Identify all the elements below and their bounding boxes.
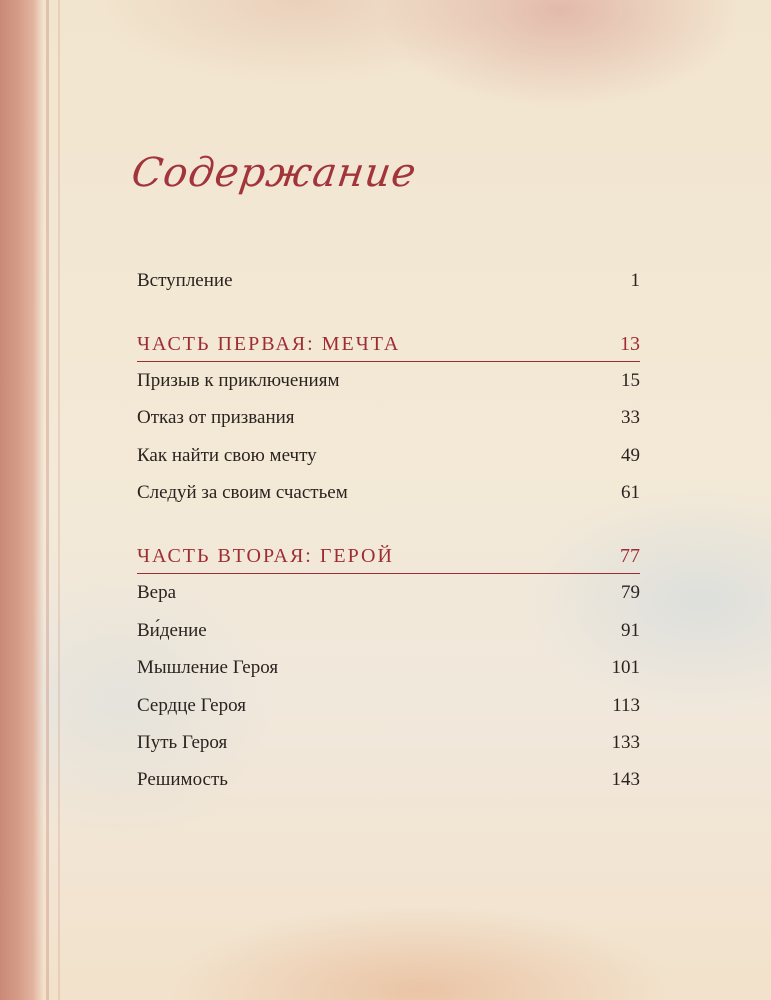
toc-entry-page: 79 [621, 582, 640, 603]
toc-entry [137, 769, 640, 799]
toc-entry-label: Отказ от призвания [137, 407, 295, 428]
toc-entry-label: Ви́дение [137, 620, 207, 641]
spine-line [58, 0, 60, 1000]
page-title: Содержание [128, 150, 420, 196]
toc-entry-label: Вера [137, 582, 177, 603]
part-heading-page: 77 [620, 545, 640, 567]
toc-entry-label: Решимость [137, 769, 228, 790]
toc-entry-page: 101 [611, 657, 640, 678]
toc-entry [137, 370, 640, 400]
toc-entry-page: 143 [611, 769, 640, 790]
toc-entry-label: Мышление Героя [137, 657, 279, 678]
toc-entry-page: 49 [621, 445, 640, 466]
part-heading-label: ЧАСТЬ ПЕРВАЯ: МЕЧТА [137, 333, 401, 355]
part-heading-page: 13 [620, 333, 640, 355]
toc-entry-label: Следуй за своим счастьем [137, 482, 348, 503]
toc-entry [137, 407, 640, 437]
toc-entry-page: 113 [612, 695, 640, 716]
toc-entry [137, 482, 640, 512]
toc-entry-intro [137, 270, 640, 300]
toc-entry-page: 61 [621, 482, 640, 503]
toc-entry-label: Вступление [137, 270, 233, 291]
toc-entry-label: Призыв к приключениям [137, 370, 340, 391]
toc-entry-label: Путь Героя [137, 732, 228, 753]
toc-entry [137, 732, 640, 762]
part-heading-label: ЧАСТЬ ВТОРАЯ: ГЕРОЙ [137, 545, 394, 567]
spine-line [46, 0, 49, 1000]
book-spine [0, 0, 44, 1000]
toc-entry [137, 695, 640, 725]
toc-entry [137, 445, 640, 475]
toc-entry [137, 582, 640, 612]
toc-entry-label: Сердце Героя [137, 695, 246, 716]
part-heading-2 [137, 545, 640, 574]
part-heading-1 [137, 333, 640, 362]
toc-entry-page: 33 [621, 407, 640, 428]
toc-entry-page: 15 [621, 370, 640, 391]
toc-entry [137, 657, 640, 687]
toc-entry-page: 1 [630, 270, 640, 291]
toc-entry-page: 91 [621, 620, 640, 641]
toc-entry [137, 620, 640, 650]
toc-entry-label: Как найти свою мечту [137, 445, 317, 466]
toc-entry-page: 133 [611, 732, 640, 753]
